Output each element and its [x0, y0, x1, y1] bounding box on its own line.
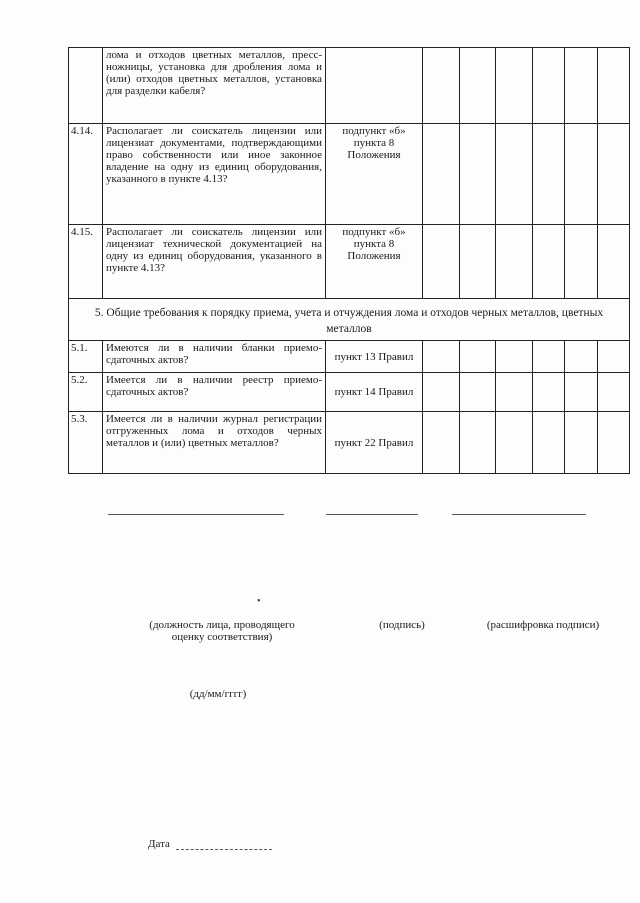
row-question: Имеются ли в наличии бланки приемо-сдаточных актов?: [103, 341, 326, 373]
answer-cell[interactable]: [496, 412, 533, 474]
answer-cell[interactable]: [460, 412, 496, 474]
answer-cell[interactable]: [533, 412, 565, 474]
row-number: 4.15.: [69, 225, 103, 299]
answer-cell[interactable]: [533, 124, 565, 225]
answer-cell[interactable]: [565, 341, 598, 373]
answer-cell[interactable]: [565, 225, 598, 299]
row-number: 4.14.: [69, 124, 103, 225]
answer-cell[interactable]: [460, 373, 496, 412]
row-reference: пункт 13 Правил: [326, 341, 423, 373]
answer-cell[interactable]: [533, 373, 565, 412]
date-format-caption: (дд/мм/гггг): [189, 688, 247, 700]
row-question: лома и отходов цветных металлов, пресс-ножницы, установка для дробления лома и (или) отходов цветных металлов, установка для разделки кабеля?: [103, 48, 326, 124]
row-reference: пункт 22 Правил: [326, 412, 423, 474]
row-question: Имеется ли в наличии журнал регистрации отгруженных лома и отходов черных металлов и (или) цветных металлов?: [103, 412, 326, 474]
name-line[interactable]: [452, 514, 586, 515]
table-row: [69, 48, 630, 124]
answer-cell[interactable]: [598, 373, 630, 412]
answer-cell[interactable]: [533, 48, 565, 124]
date-line[interactable]: [176, 849, 272, 850]
answer-cell[interactable]: [496, 341, 533, 373]
row-reference: подпункт «б» пункта 8 Положения: [326, 225, 423, 299]
answer-cell[interactable]: [533, 225, 565, 299]
answer-cell[interactable]: [598, 341, 630, 373]
answer-cell[interactable]: [423, 373, 460, 412]
answer-cell[interactable]: [460, 48, 496, 124]
answer-cell[interactable]: [460, 341, 496, 373]
table-row: [69, 373, 630, 412]
answer-cell[interactable]: [533, 341, 565, 373]
name-caption: (расшифровка подписи): [486, 619, 600, 631]
section-title: 5. Общие требования к порядку приема, учета и отчуждения лома и отходов черных металлов, цветных металлов: [69, 299, 630, 341]
row-reference: подпункт «б» пункта 8 Положения: [326, 124, 423, 225]
row-number: 5.1.: [69, 341, 103, 373]
answer-cell[interactable]: [565, 412, 598, 474]
answer-cell[interactable]: [598, 412, 630, 474]
answer-cell[interactable]: [423, 124, 460, 225]
table-row: [69, 341, 630, 373]
answer-cell[interactable]: [460, 124, 496, 225]
row-reference: пункт 14 Правил: [326, 373, 423, 412]
date-label: Дата: [148, 838, 170, 850]
answer-cell[interactable]: [423, 225, 460, 299]
row-question: Располагает ли соискатель лицензии или лицензиат технической документацией на одну из единиц оборудования, указанного в пункте 4.13?: [103, 225, 326, 299]
row-number: [69, 48, 103, 124]
row-reference: [326, 48, 423, 124]
answer-cell[interactable]: [565, 124, 598, 225]
row-number: 5.3.: [69, 412, 103, 474]
signature-line[interactable]: [326, 514, 418, 515]
table-row: [69, 124, 630, 225]
row-question: Имеется ли в наличии реестр приемо-сдаточных актов?: [103, 373, 326, 412]
table-row: [69, 412, 630, 474]
row-number: 5.2.: [69, 373, 103, 412]
answer-cell[interactable]: [565, 373, 598, 412]
checklist-table: [68, 47, 630, 474]
answer-cell[interactable]: [496, 225, 533, 299]
answer-cell[interactable]: [496, 373, 533, 412]
scan-speck: •: [257, 596, 261, 607]
answer-cell[interactable]: [460, 225, 496, 299]
position-line[interactable]: [108, 514, 284, 515]
answer-cell[interactable]: [496, 48, 533, 124]
answer-cell[interactable]: [423, 412, 460, 474]
answer-cell[interactable]: [565, 48, 598, 124]
table-row: [69, 225, 630, 299]
answer-cell[interactable]: [598, 225, 630, 299]
answer-cell[interactable]: [423, 48, 460, 124]
answer-cell[interactable]: [496, 124, 533, 225]
answer-cell[interactable]: [598, 124, 630, 225]
section-row: [69, 299, 630, 341]
answer-cell[interactable]: [423, 341, 460, 373]
position-caption: (должность лица, проводящего оценку соответствия): [149, 619, 295, 643]
answer-cell[interactable]: [598, 48, 630, 124]
row-question: Располагает ли соискатель лицензии или лицензиат документами, подтверждающими право собственности или иное законное владение на одну из единиц оборудования, указанного в пункте 4.13?: [103, 124, 326, 225]
signature-caption: (подпись): [379, 619, 425, 631]
